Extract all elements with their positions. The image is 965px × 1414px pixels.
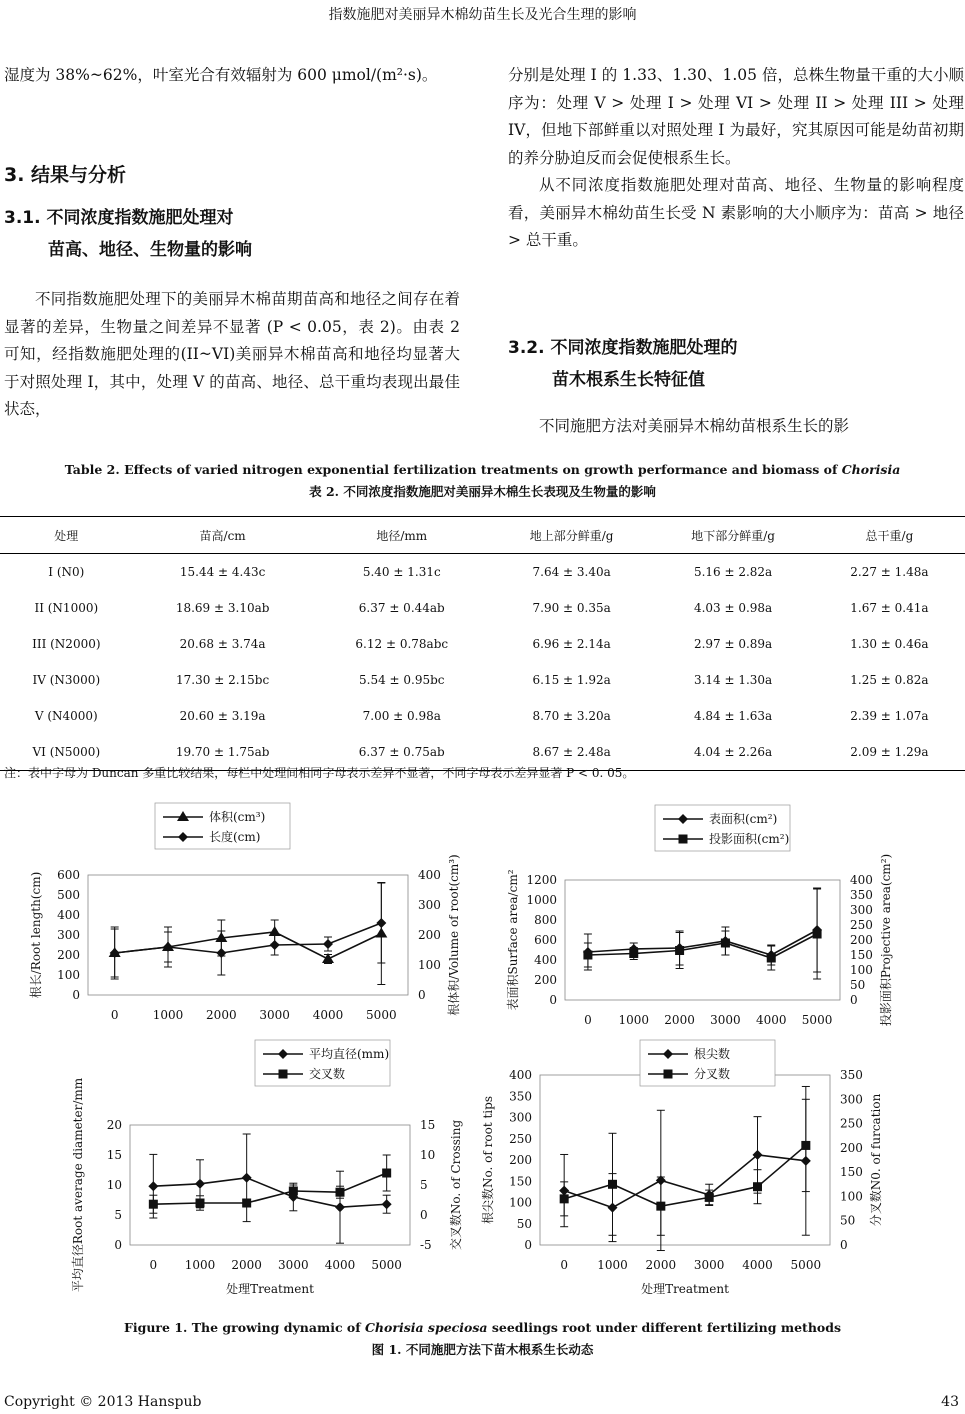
- x-tick-label: 1000: [184, 1258, 216, 1272]
- data-point: [560, 1194, 569, 1203]
- y-tick-label: 100: [57, 968, 80, 982]
- legend: [155, 803, 290, 849]
- table-row: [0, 590, 965, 626]
- table-cell: IV (N3000): [32, 673, 101, 687]
- table-header-cell: 处理: [0, 517, 133, 554]
- y2-tick-label: 50: [850, 978, 866, 992]
- y-tick-label: 10: [106, 1178, 122, 1192]
- y-tick-label: 200: [509, 1153, 532, 1167]
- table-cell: 20.60 ± 3.19a: [179, 709, 266, 723]
- table-caption-zh: 表 2. 不同浓度指数施肥对美丽异木棉生长表现及生物量的影响: [309, 484, 656, 499]
- table-cell: 2.97 ± 0.89a: [693, 637, 773, 651]
- y-axis-label: 根长/Root length(cm): [29, 871, 43, 999]
- table-row: [0, 554, 965, 591]
- x-tick-label: 2000: [231, 1258, 262, 1272]
- data-point: [149, 1200, 158, 1209]
- right-column-body: [508, 413, 964, 441]
- series-1: [583, 888, 822, 972]
- x-tick-label: 0: [584, 1013, 592, 1027]
- series-line: [564, 1145, 806, 1206]
- table-cell: 7.64 ± 3.40a: [532, 565, 611, 579]
- x-tick-label: 3000: [710, 1013, 741, 1027]
- x-tick-label: 1000: [152, 1008, 184, 1022]
- legend: [640, 1040, 775, 1086]
- x-axis-label: 处理Treatment: [226, 1282, 314, 1296]
- y2-tick-label: 10: [420, 1148, 436, 1162]
- y-tick-label: 5: [114, 1208, 122, 1222]
- table-cell: 20.68 ± 3.74a: [179, 637, 266, 651]
- y-tick-label: 250: [509, 1131, 532, 1146]
- legend-label: 长度(cm): [209, 830, 261, 844]
- table-cell: V (N4000): [34, 709, 98, 723]
- page-number: 43: [941, 1394, 959, 1410]
- y2-tick-label: 300: [850, 903, 873, 917]
- y2-axis-label: 根体积/Volume of root(cm³): [447, 854, 461, 1016]
- y-tick-label: 0: [524, 1238, 532, 1252]
- data-point: [705, 1193, 714, 1202]
- data-point: [323, 939, 333, 949]
- y-tick-label: 100: [509, 1195, 532, 1210]
- table-cell: 5.54 ± 0.95bc: [359, 673, 445, 687]
- legend-label: 表面积(cm²): [709, 812, 778, 826]
- x-tick-label: 5000: [371, 1258, 402, 1272]
- y-tick-label: 600: [57, 868, 80, 882]
- series-1: [109, 883, 388, 985]
- data-point: [270, 940, 280, 950]
- y2-tick-label: 250: [850, 918, 873, 932]
- x-tick-label: 3000: [259, 1008, 290, 1022]
- data-point: [242, 1173, 252, 1183]
- y2-tick-label: 350: [840, 1068, 863, 1082]
- series-line: [564, 1155, 806, 1208]
- paragraph: 不同指数施肥处理下的美丽异木棉苗期苗高和地径之间存在着显著的差异，生物量之间差异不显著 (P < 0.05，表 2)。由表 2 可知，经指数施肥处理的(II~VI)美丽异木棉苗高和地径均显著大于对照处理 I，其中，处理 V 的苗高、地径、总干重均表现出最佳状态，: [4, 290, 460, 418]
- data-point: [335, 1202, 345, 1212]
- paragraph: 从不同浓度指数施肥处理对苗高、地径、生物量的影响程度看，美丽异木棉幼苗生长受 N 素影响的大小顺序为：苗高 > 地径 > 总干重。: [508, 176, 964, 249]
- data-point: [376, 918, 386, 928]
- x-tick-label: 2000: [206, 1008, 237, 1022]
- data-point: [675, 946, 684, 955]
- y2-tick-label: 150: [850, 948, 873, 962]
- plot-frame: [540, 1075, 830, 1245]
- x-tick-label: 4000: [755, 1013, 787, 1027]
- data-point: [721, 939, 730, 948]
- table-cell: 1.25 ± 0.82a: [850, 673, 929, 687]
- data-point: [382, 1199, 392, 1209]
- data-point: [336, 1188, 345, 1197]
- series-2: [560, 1099, 811, 1235]
- legend-label: 交叉数: [309, 1067, 346, 1081]
- y2-tick-label: 0: [850, 993, 858, 1007]
- series-2: [583, 889, 821, 979]
- data-point: [148, 1181, 158, 1191]
- y-tick-label: 20: [106, 1118, 122, 1132]
- results-table: [0, 516, 965, 771]
- data-point: [801, 1141, 810, 1150]
- table-row: [0, 698, 965, 734]
- chart-2: [506, 805, 893, 1027]
- y-tick-label: 1200: [526, 873, 557, 887]
- x-tick-label: 3000: [693, 1258, 725, 1272]
- table-cell: 7.90 ± 0.35a: [532, 601, 611, 615]
- x-tick-label: 4000: [324, 1258, 356, 1272]
- legend-label: 平均直径(mm): [309, 1047, 390, 1061]
- y-tick-label: 15: [106, 1148, 122, 1162]
- subsection-heading: 3.2. 不同浓度指数施肥处理的: [508, 338, 738, 358]
- table-cell: 6.37 ± 0.75ab: [358, 745, 445, 759]
- subsection-heading: 3.1. 不同浓度指数施肥处理对: [4, 208, 234, 228]
- table-cell: 19.70 ± 1.75ab: [175, 745, 270, 759]
- figure-caption-en: Figure 1. The growing dynamic of Chorisia speciosa seedlings root under different fertilizing methods: [123, 1320, 842, 1335]
- y-tick-label: 400: [534, 953, 557, 967]
- table-cell: 15.44 ± 4.43c: [179, 565, 266, 579]
- x-tick-label: 3000: [278, 1258, 309, 1272]
- table-cell: 6.12 ± 0.78abc: [355, 637, 449, 651]
- figure-caption-zh: 图 1. 不同施肥方法下苗木根系生长动态: [371, 1342, 594, 1357]
- legend-label: 分叉数: [694, 1067, 731, 1081]
- series-line: [153, 1173, 386, 1204]
- table-cell: I (N0): [48, 565, 85, 579]
- series-line: [115, 923, 382, 953]
- table-cell: 6.15 ± 1.92a: [532, 673, 611, 687]
- y2-tick-label: 150: [840, 1165, 863, 1180]
- y2-tick-label: 0: [418, 988, 426, 1002]
- subsection-heading-cont: 苗高、地径、生物量的影响: [48, 240, 252, 260]
- table-cell: 2.27 ± 1.48a: [850, 565, 929, 579]
- left-column-body: [4, 286, 460, 424]
- x-tick-label: 4000: [312, 1008, 344, 1022]
- y2-tick-label: 200: [840, 1140, 863, 1155]
- data-point: [382, 1169, 391, 1178]
- y2-axis-label: 分叉数N0. of furcation: [869, 1093, 883, 1227]
- subsection-heading-cont: 苗木根系生长特征值: [552, 370, 705, 390]
- table-cell: 8.70 ± 3.20a: [532, 709, 611, 723]
- y-tick-label: 800: [534, 913, 557, 927]
- y2-tick-label: 15: [420, 1118, 436, 1132]
- series-2: [110, 883, 387, 979]
- y2-tick-label: 350: [850, 888, 873, 902]
- chart-3: [70, 1040, 463, 1296]
- series-1: [559, 1086, 811, 1250]
- table-cell: 6.37 ± 0.44ab: [358, 601, 445, 615]
- y-tick-label: 400: [509, 1068, 532, 1082]
- table-cell: 1.30 ± 0.46a: [850, 637, 929, 651]
- y2-tick-label: 300: [418, 898, 441, 912]
- data-point: [656, 1202, 665, 1211]
- y2-tick-label: 100: [840, 1189, 863, 1204]
- x-tick-label: 1000: [618, 1013, 650, 1027]
- data-point: [195, 1179, 205, 1189]
- y-tick-label: 300: [509, 1110, 532, 1125]
- table-caption-en: Table 2. Effects of varied nitrogen exponential fertilization treatments on growth performance and biomass of Chorisia: [64, 462, 901, 477]
- legend-label: 体积(cm³): [209, 810, 266, 824]
- y-tick-label: 600: [534, 933, 557, 947]
- y2-tick-label: 100: [418, 958, 441, 972]
- x-tick-label: 2000: [664, 1013, 695, 1027]
- y2-tick-label: -5: [420, 1238, 432, 1252]
- legend-label: 投影面积(cm²): [709, 832, 790, 846]
- y-tick-label: 150: [509, 1174, 532, 1189]
- table-cell: 1.67 ± 0.41a: [850, 601, 929, 615]
- y-tick-label: 200: [534, 973, 557, 987]
- data-point: [608, 1180, 617, 1189]
- table-note: 注：表中字母为 Duncan 多重比较结果，每栏中处理间相同字母表示差异不显著，不同字母表示差异显著 P < 0. 05。: [4, 766, 635, 780]
- legend-label: 根尖数: [694, 1047, 731, 1061]
- y2-tick-label: 0: [420, 1208, 428, 1222]
- data-point: [242, 1199, 251, 1208]
- y2-tick-label: 100: [850, 963, 873, 977]
- legend: [655, 805, 790, 851]
- x-axis-label: 处理Treatment: [641, 1282, 729, 1296]
- table-header-cell: 地径/mm: [313, 517, 491, 554]
- left-column: [4, 62, 460, 90]
- data-point: [753, 1182, 762, 1191]
- table-cell: VI (N5000): [32, 745, 101, 759]
- data-point: [289, 1187, 298, 1196]
- table-cell: 4.04 ± 2.26a: [693, 745, 773, 759]
- table-header-cell: 地下部分鲜重/g: [652, 517, 813, 554]
- y2-tick-label: 5: [420, 1178, 428, 1192]
- series-line: [115, 932, 382, 959]
- figure-charts: [0, 795, 965, 1315]
- y-axis-label: 表面积Surface area/cm²: [506, 869, 520, 1011]
- table-cell: 6.96 ± 2.14a: [532, 637, 611, 651]
- data-point: [767, 954, 776, 963]
- table-cell: 5.40 ± 1.31c: [362, 565, 441, 579]
- table-cell: 5.16 ± 2.82a: [693, 565, 773, 579]
- series-1: [148, 1134, 391, 1243]
- y2-axis-label: 投影面积Projective area(cm²): [879, 853, 893, 1027]
- y-tick-label: 400: [57, 908, 80, 922]
- table-cell: 3.14 ± 1.30a: [693, 673, 773, 687]
- y-tick-label: 0: [549, 993, 557, 1007]
- table-cell: 7.00 ± 0.98a: [362, 709, 441, 723]
- x-tick-label: 5000: [801, 1013, 833, 1027]
- y-tick-label: 500: [57, 888, 80, 902]
- y-tick-label: 50: [516, 1216, 532, 1231]
- y2-tick-label: 400: [850, 873, 873, 887]
- y-tick-label: 0: [72, 988, 80, 1002]
- paragraph: 不同施肥方法对美丽异木棉幼苗根系生长的影: [539, 417, 850, 435]
- y-axis-label: 根尖数No. of root tips: [481, 1096, 495, 1224]
- table-cell: 2.09 ± 1.29a: [850, 745, 929, 759]
- table-header-cell: 地上部分鲜重/g: [491, 517, 652, 554]
- x-tick-label: 5000: [790, 1258, 822, 1272]
- y2-tick-label: 200: [850, 933, 873, 947]
- x-tick-label: 0: [149, 1258, 158, 1272]
- x-tick-label: 1000: [597, 1258, 628, 1272]
- table-cell: II (N1000): [34, 601, 99, 615]
- y2-tick-label: 250: [840, 1116, 863, 1131]
- data-point: [679, 835, 688, 844]
- data-point: [664, 1070, 673, 1079]
- data-point: [629, 949, 638, 958]
- data-point: [322, 953, 334, 963]
- paragraph: 湿度为 38%~62%，叶室光合有效辐射为 600 μmol/(m²·s)。: [4, 66, 438, 84]
- y2-tick-label: 200: [418, 928, 441, 942]
- table-cell: 4.84 ± 1.63a: [693, 709, 773, 723]
- table-row: [0, 626, 965, 662]
- y-tick-label: 350: [509, 1089, 532, 1104]
- section-heading: 3. 结果与分析: [4, 164, 127, 186]
- table-cell: III (N2000): [32, 637, 101, 651]
- y2-tick-label: 300: [840, 1092, 863, 1107]
- x-tick-label: 2000: [645, 1258, 677, 1272]
- series-line: [588, 934, 817, 958]
- x-tick-label: 4000: [742, 1258, 773, 1272]
- data-point: [583, 951, 592, 960]
- y2-axis-label: 交叉数No. of Crossing: [449, 1119, 463, 1251]
- chart-4: [480, 1040, 883, 1296]
- table-cell: 4.03 ± 0.98a: [693, 601, 773, 615]
- table-cell: 18.69 ± 3.10ab: [175, 601, 270, 615]
- data-point: [813, 930, 822, 939]
- legend: [255, 1040, 390, 1086]
- y-tick-label: 0: [114, 1238, 122, 1252]
- data-point: [279, 1070, 288, 1079]
- y2-tick-label: 0: [840, 1238, 848, 1252]
- table-cell: 17.30 ± 2.15bc: [176, 673, 270, 687]
- y-axis-label: 平均直径Root average diameter/mm: [71, 1077, 85, 1293]
- table-header-cell: 苗高/cm: [133, 517, 313, 554]
- chart-1: [28, 803, 461, 1022]
- data-point: [196, 1199, 205, 1208]
- y2-tick-label: 50: [840, 1213, 856, 1228]
- table-cell: 2.39 ± 1.07a: [850, 709, 929, 723]
- y-tick-label: 1000: [526, 893, 557, 907]
- table-cell: 8.67 ± 2.48a: [532, 745, 611, 759]
- copyright: Copyright © 2013 Hanspub: [4, 1394, 202, 1410]
- running-header: 指数施肥对美丽异木棉幼苗生长及光合生理的影响: [328, 7, 637, 23]
- paragraph: 分别是处理 I 的 1.33、1.30、1.05 倍，总株生物量干重的大小顺序为：处理 V > 处理 I > 处理 VI > 处理 II > 处理 III > 处理 IV，但地下部鲜重以对照处理 I 为最好，究其原因可能是幼苗初期的养分胁迫反而会促使根系生长。: [508, 66, 964, 167]
- y-tick-label: 200: [57, 948, 80, 962]
- x-tick-label: 5000: [366, 1008, 397, 1022]
- y-tick-label: 300: [57, 928, 80, 942]
- x-tick-label: 0: [560, 1258, 568, 1272]
- right-column: [508, 62, 964, 255]
- table-row: [0, 662, 965, 698]
- table-header-cell: 总干重/g: [814, 517, 965, 554]
- x-tick-label: 0: [110, 1008, 119, 1022]
- y2-tick-label: 400: [418, 868, 441, 882]
